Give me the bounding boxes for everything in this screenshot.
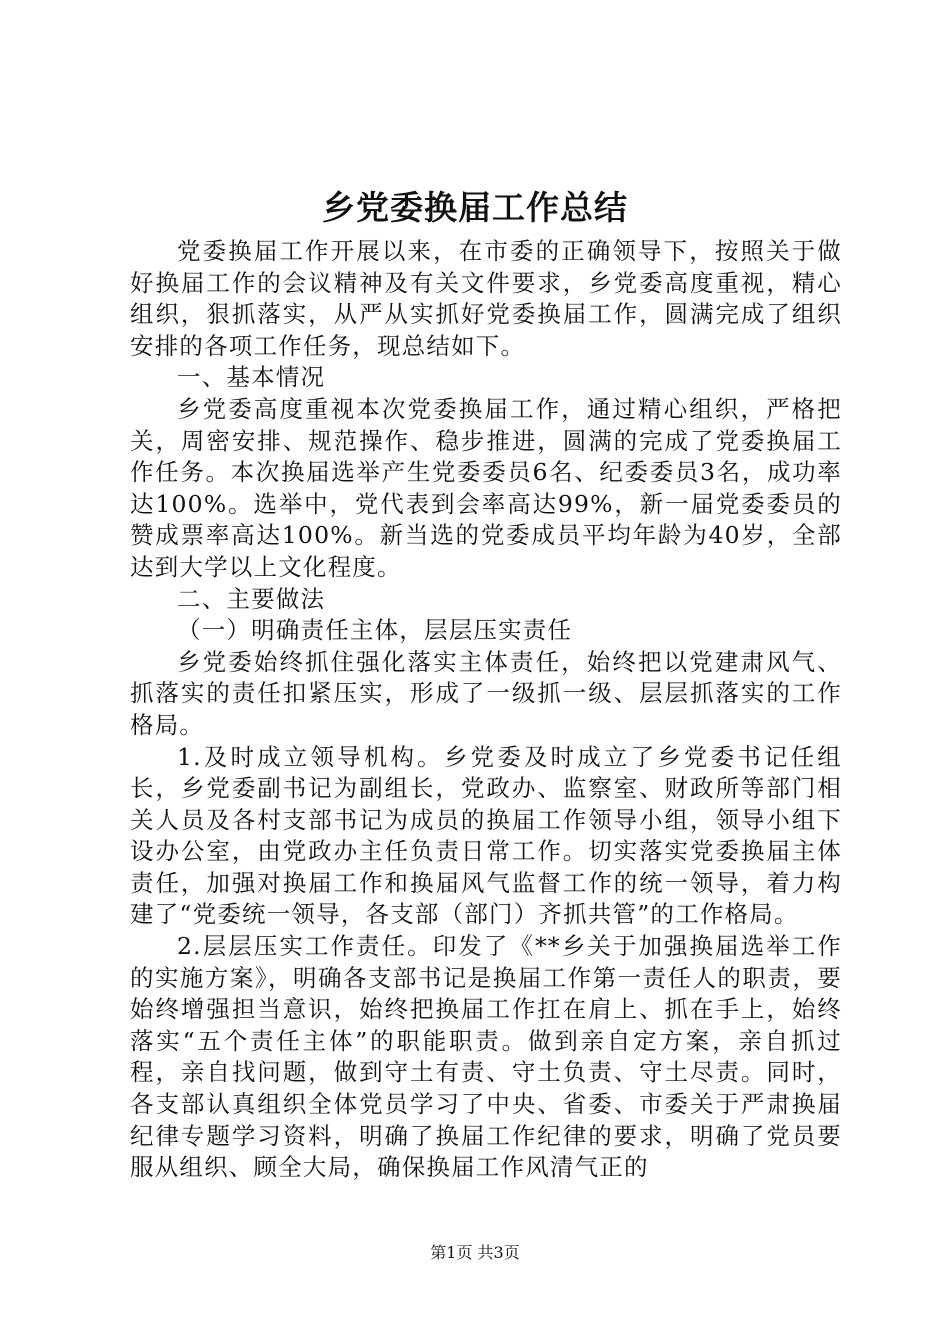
subsection-heading-responsibility: （一）明确责任主体，层层压实责任	[177, 616, 573, 645]
document-title: 乡党委换届工作总结	[322, 188, 628, 227]
basic-situation-paragraph: 乡党委高度重视本次党委换届工作，通过精心组织，严格把关，周密安排、规范操作、稳步推进，圆满的完成了党委换届工作任务。本次换届选举产生党委委员6名、纪委委员3名，成功率达100%。选举中，党代表到会率高达99%，新一届党委委员的赞成票率高达100%。新当选的党委成员平均年龄为40岁，全部达到大学以上文化程度。	[130, 394, 842, 581]
work-responsibility-paragraph: 2.层层压实工作责任。印发了《**乡关于加强换届选举工作的实施方案》，明确各支部书记是换届工作第一责任人的职责，要始终增强担当意识，始终把换届工作扛在肩上、抓在手上，始终落实“五个责任主体”的职能职责。做到亲自定方案，亲自抓过程，亲自找问题，做到守土有责、守土负责、守土尽责。同时，各支部认真组织全体党员学习了中央、省委、市委关于严肃换届纪律专题学习资料，明确了换届工作纪律的要求，明确了党员要服从组织、顾全大局，确保换届工作风清气正的	[130, 932, 842, 1182]
section-heading-basic-situation: 一、基本情况	[177, 363, 326, 392]
document-body	[130, 236, 842, 1184]
leadership-agency-paragraph: 1.及时成立领导机构。乡党委及时成立了乡党委书记任组长，乡党委副书记为副组长，党政办、监察室、财政所等部门相关人员及各村支部书记为成员的换届工作领导小组，领导小组下设办公室，由党政办主任负责日常工作。切实落实党委换届主体责任，加强对换届工作和换届风气监督工作的统一领导，着力构建了“党委统一领导，各支部（部门）齐抓共管”的工作格局。	[130, 742, 842, 929]
intro-paragraph: 党委换届工作开展以来，在市委的正确领导下，按照关于做好换届工作的会议精神及有关文件要求，乡党委高度重视，精心组织，狠抓落实，从严从实抓好党委换届工作，圆满完成了组织安排的各项工作任务，现总结如下。	[130, 237, 842, 360]
responsibility-paragraph: 乡党委始终抓住强化落实主体责任，始终把以党建肃风气、抓落实的责任扣紧压实，形成了一级抓一级、层层抓落实的工作格局。	[130, 647, 842, 739]
page-number-footer: 第1页 共3页	[430, 1243, 520, 1262]
section-heading-main-practices: 二、主要做法	[177, 584, 326, 613]
